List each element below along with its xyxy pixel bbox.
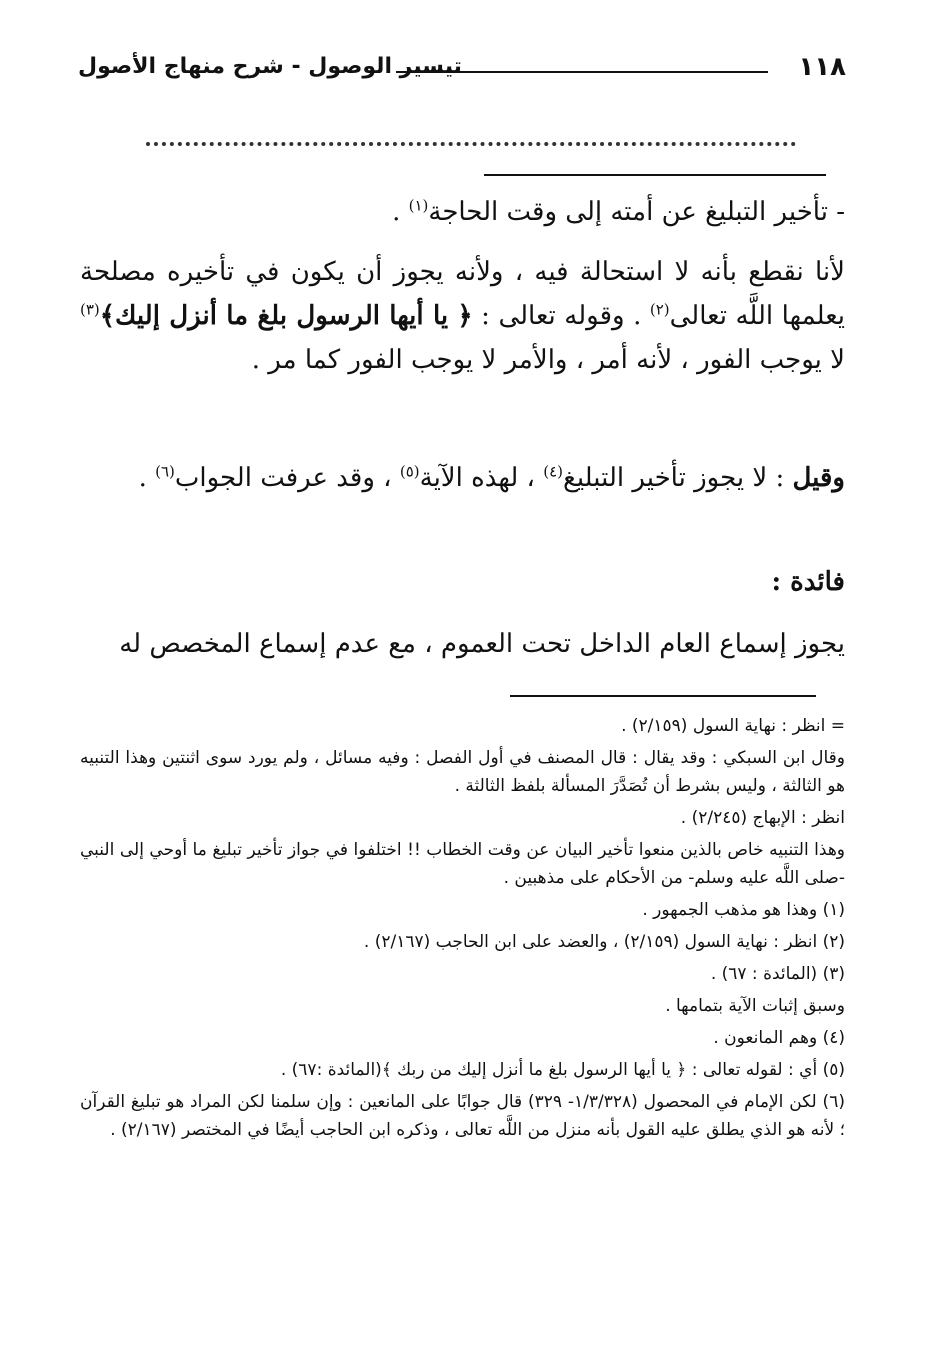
paragraph-3-end: . [138, 463, 156, 493]
footnote-ref-5: (٥) [399, 462, 420, 481]
footnote-ibhaj: انظر : الإبهاج (٢/٢٤٥) . [680, 808, 845, 828]
running-title: تيسير الوصول - شرح منهاج الأصول [78, 54, 462, 79]
paragraph-1-text: - تأخير التبليغ عن أمته إلى وقت الحاجة [428, 197, 845, 227]
quran-verse: ﴿ يا أيها الرسول بلغ ما أنزل إليك﴾ [99, 301, 473, 331]
paragraph-3-text-a: : لا يجوز تأخير التبليغ [563, 463, 793, 493]
paragraph-4: يجوز إسماع العام الداخل تحت العموم ، مع عدم إسماع المخصص له [119, 629, 845, 659]
dotted-separator [146, 128, 796, 146]
footnote-6: (٦) لكن الإمام في المحصول (١/٣/٣٢٨- ٣٢٩) قال جوابًا على المانعين : وإن سلمنا لكن المراد هو تبليغ القرآن ؛ لأنه هو الذي يطلق عليه القول بأنه منزل من اللَّه تعالى ، وذكره ابن الحاجب أيضًا في المختصر (٢/١٦٧) . [80, 1092, 845, 1140]
paragraph-3-text-b: ، لهذه الآية [419, 463, 544, 493]
footnote-continued: = انظر : نهاية السول (٢/١٥٩) . [621, 716, 845, 736]
page-number: ١١٨ [798, 52, 846, 82]
paragraph-2-text-a: لأنا نقطع بأنه لا استحالة فيه ، ولأنه يجوز أن يكون في تأخيره مصلحة يعلمها اللَّه تعالى [80, 257, 845, 331]
footnote-ref-3: (٣) [80, 300, 100, 319]
paragraph-2-text-c: لا يوجب الفور ، لأنه أمر ، والأمر لا يوجب الفور كما مر . [251, 345, 845, 375]
fayida-heading: فائدة : [771, 567, 845, 597]
footnote-rule [510, 695, 816, 697]
footnotes [80, 712, 845, 1148]
footnote-4: (٤) وهم المانعون . [713, 1028, 845, 1048]
paragraph-3-lead: وقيل [792, 463, 845, 493]
footnote-3-note: وسبق إثبات الآية بتمامها . [665, 996, 845, 1016]
paragraph-1-end: . [392, 197, 409, 227]
footnote-ref-1: (١) [408, 196, 429, 215]
footnote-3: (٣) (المائدة : ٦٧) . [710, 964, 845, 984]
paragraph-1 [80, 190, 845, 234]
top-rule [484, 174, 826, 176]
paragraph-3-text-c: ، وقد عرفت الجواب [174, 463, 400, 493]
footnote-ref-6: (٦) [155, 462, 175, 481]
footnote-tanbih: وهذا التنبيه خاص بالذين منعوا تأخير البيان عن وقت الخطاب !! اختلفوا في جواز تأخير تبليغ ما أوحي إلى النبي -صلى اللَّه عليه وسلم- من الأحكام على مذهبين . [80, 840, 845, 888]
footnote-5: (٥) أي : لقوله تعالى : ﴿ يا أيها الرسول بلغ ما أنزل إليك من ربك ﴾(المائدة :٦٧) . [280, 1060, 845, 1080]
footnote-subki: وقال ابن السبكي : وقد يقال : قال المصنف في أول الفصل : وفيه مسائل ، ولم يورد سوى اثنتين وهذا التنبيه هو الثالثة ، وليس بشرط أن تُصَدَّرَ المسألة بلفظ الثالثة . [80, 748, 845, 796]
footnote-ref-4: (٤) [543, 462, 563, 481]
paragraph-2-text-b: . وقوله تعالى : [472, 301, 650, 331]
footnote-ref-2: (٢) [649, 300, 670, 319]
footnote-1: (١) وهذا هو مذهب الجمهور . [642, 900, 845, 920]
footnote-2: (٢) انظر : نهاية السول (٢/١٥٩) ، والعضد على ابن الحاجب (٢/١٦٧) . [363, 932, 845, 952]
page-header [78, 52, 846, 92]
paragraph-3 [80, 456, 845, 500]
paragraph-2 [80, 250, 845, 382]
